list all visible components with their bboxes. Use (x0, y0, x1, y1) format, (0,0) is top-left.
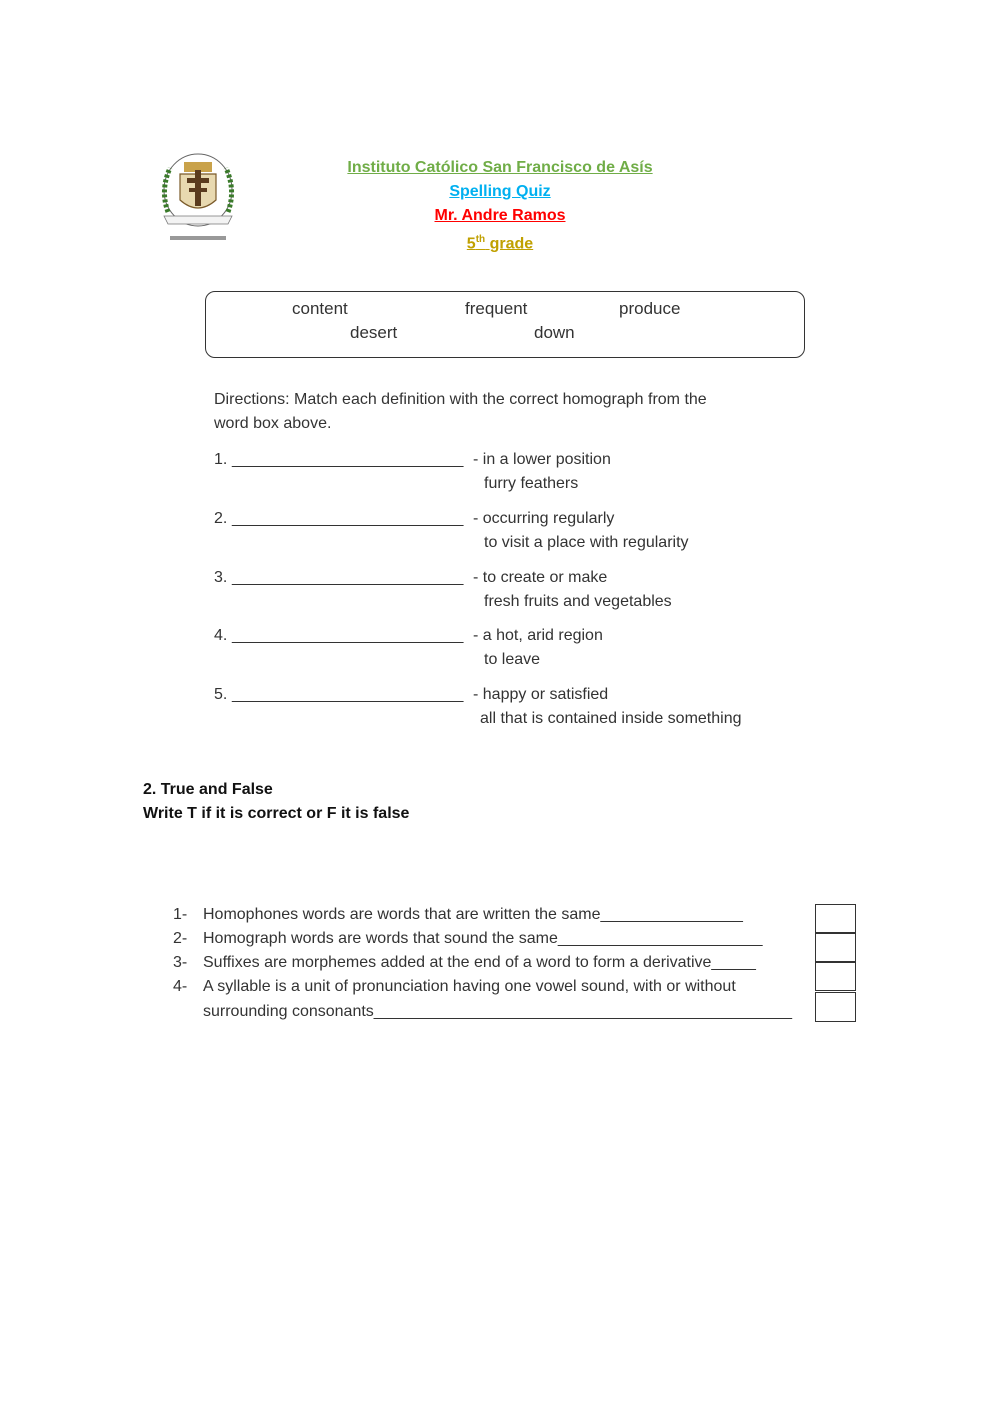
answer-blank[interactable]: __________________________ (232, 451, 464, 468)
matching-number: 4. (214, 627, 228, 644)
definition-2: furry feathers (484, 475, 579, 492)
tf-answer-box[interactable] (815, 962, 856, 991)
word-box-item: frequent (465, 299, 528, 318)
word-box-item: down (534, 323, 575, 342)
definition-2: fresh fruits and vegetables (484, 593, 672, 610)
tf-number: 2- (173, 930, 188, 947)
tf-statement: A syllable is a unit of pronunciation having one vowel sound, with or without (203, 978, 736, 995)
word-box-item: content (292, 299, 348, 318)
quiz-title: Spelling Quiz (449, 183, 551, 200)
tf-statement-continued: surrounding consonants_______________________________________________ (203, 1003, 793, 1020)
directions-line-1: Directions: Match each definition with the correct homograph from the (214, 391, 707, 408)
directions-line-2: word box above. (214, 415, 332, 432)
definition-2: to leave (484, 651, 541, 668)
tf-answer-box[interactable] (815, 904, 856, 933)
matching-number: 3. (214, 569, 228, 586)
definition-1: - to create or make (473, 569, 608, 586)
teacher-name: Mr. Andre Ramos (434, 207, 566, 224)
definition-1: - happy or satisfied (473, 686, 609, 703)
tf-statement: Homophones words are words that are written the same________________ (203, 906, 743, 923)
answer-blank[interactable]: __________________________ (232, 627, 464, 644)
grade-word: grade (489, 235, 534, 253)
tf-answer-box[interactable] (815, 933, 856, 962)
tf-number: 1- (173, 906, 188, 923)
word-box-item: desert (350, 323, 398, 342)
answer-blank[interactable]: __________________________ (232, 686, 464, 703)
answer-blank[interactable]: __________________________ (232, 510, 464, 527)
section-2-instruction: Write T if it is correct or F it is false (143, 805, 410, 822)
grade-label (0, 230, 1000, 254)
matching-number: 1. (214, 451, 228, 468)
definition-2: to visit a place with regularity (484, 534, 689, 551)
definition-1: - occurring regularly (473, 510, 615, 527)
tf-answer-box[interactable] (815, 992, 856, 1022)
word-box-item: produce (619, 299, 681, 318)
grade-suffix: th (475, 234, 486, 245)
answer-blank[interactable]: __________________________ (232, 569, 464, 586)
tf-number: 4- (173, 978, 188, 995)
tf-statement: Suffixes are morphemes added at the end of a word to form a derivative_____ (203, 954, 756, 971)
definition-1: - a hot, arid region (473, 627, 603, 644)
definition-2: all that is contained inside something (480, 710, 742, 727)
section-2-title: 2. True and False (143, 781, 273, 798)
definition-1: - in a lower position (473, 451, 611, 468)
tf-number: 3- (173, 954, 188, 971)
grade-number: 5 (466, 235, 476, 253)
tf-statement: Homograph words are words that sound the same_______________________ (203, 930, 763, 947)
matching-number: 5. (214, 686, 228, 703)
school-name: Instituto Católico San Francisco de Asís (347, 159, 653, 176)
matching-number: 2. (214, 510, 228, 527)
